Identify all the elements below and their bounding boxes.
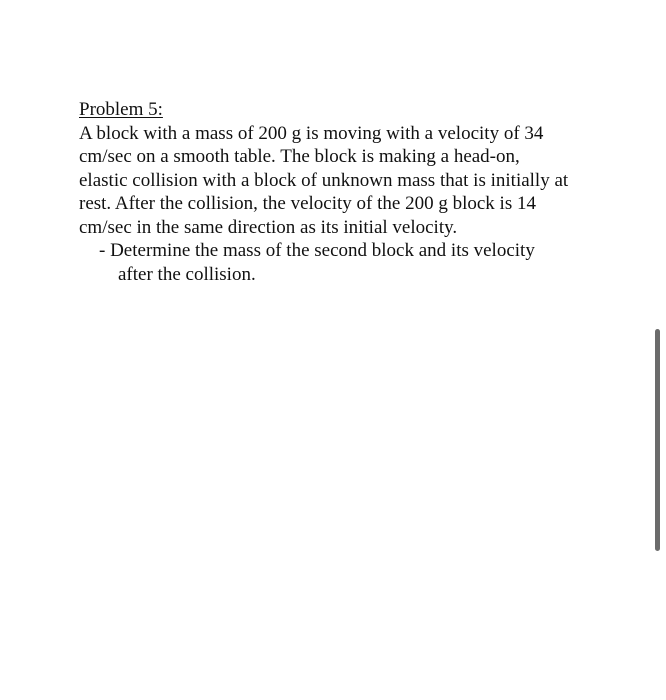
problem-text-line: A block with a mass of 200 g is moving with a velocity of 34 — [79, 122, 544, 144]
task-item: - Determine the mass of the second block and its velocity — [99, 240, 535, 261]
problem-text-line: cm/sec on a smooth table. The block is making a head-on, — [79, 146, 520, 167]
problem-text-line: elastic collision with a block of unknown mass that is initially at — [79, 169, 569, 191]
task-item-continuation: after the collision. — [118, 263, 256, 285]
vertical-scrollbar[interactable] — [655, 329, 660, 551]
problem-text-line: rest. After the collision, the velocity of the 200 g block is 14 — [79, 193, 536, 214]
problem-text-line: cm/sec in the same direction as its initial velocity. — [79, 216, 458, 238]
problem-document — [79, 98, 609, 286]
problem-title: Problem 5: — [79, 99, 163, 120]
